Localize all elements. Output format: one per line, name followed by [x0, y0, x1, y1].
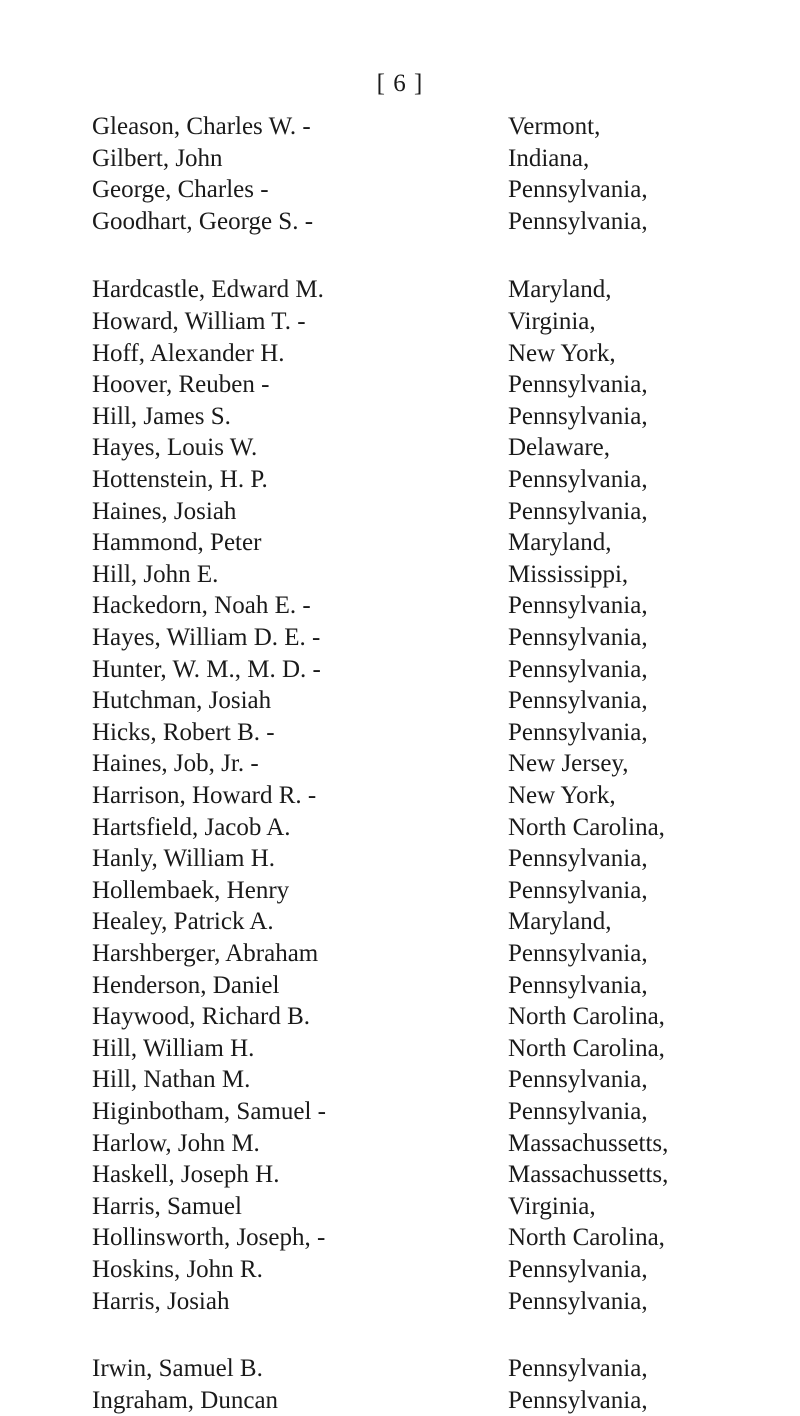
- list-item: [92, 1223, 792, 1253]
- list-item: [92, 307, 792, 337]
- page-number: [ 6 ]: [376, 70, 424, 97]
- state-name: Pennsylvania,: [508, 971, 648, 999]
- state-name: Pennsylvania,: [508, 176, 648, 204]
- person-name: George, Charles -: [92, 176, 269, 204]
- state-name: Pennsylvania,: [508, 718, 648, 746]
- state-name: Pennsylvania,: [508, 466, 648, 493]
- person-name: Haines, Josiah: [92, 497, 237, 525]
- state-name: Delaware,: [508, 434, 611, 462]
- state-name: Virginia,: [508, 308, 596, 335]
- state-name: New York,: [508, 782, 616, 809]
- list-item: [92, 1354, 792, 1384]
- person-name: Hunter, W. M., M. D. -: [92, 655, 321, 683]
- person-name: Ingraham, Duncan: [92, 1386, 279, 1414]
- list-item: [92, 207, 792, 237]
- state-name: North Carolina,: [508, 1003, 665, 1031]
- list-item: [92, 433, 792, 463]
- list-item: [92, 112, 792, 142]
- person-name: Gleason, Charles W. -: [92, 113, 311, 140]
- list-item: [92, 497, 792, 527]
- list-item: [92, 876, 792, 906]
- state-name: New Jersey,: [508, 750, 629, 778]
- person-name: Hammond, Peter: [92, 529, 262, 557]
- state-name: Pennsylvania,: [508, 845, 648, 873]
- list-item: [92, 1160, 792, 1190]
- state-name: Maryland,: [508, 276, 612, 304]
- person-name: Harshberger, Abraham: [92, 940, 319, 967]
- list-item: [92, 1287, 792, 1317]
- list-item: [92, 175, 792, 205]
- list-item: [92, 813, 792, 843]
- list-item: [92, 1065, 792, 1095]
- person-name: Gilbert, John: [92, 144, 223, 172]
- state-name: Maryland,: [508, 529, 612, 557]
- person-name: Higinbotham, Samuel -: [92, 1098, 326, 1125]
- state-name: Pennsylvania,: [508, 1256, 648, 1283]
- state-name: North Carolina,: [508, 813, 665, 841]
- list-item: [92, 1002, 792, 1032]
- state-name: Pennsylvania,: [508, 1287, 648, 1315]
- state-name: Pennsylvania,: [508, 876, 648, 904]
- person-name: Howard, William T. -: [92, 308, 306, 335]
- list-item: [92, 971, 792, 1001]
- person-name: Hanly, William H.: [92, 845, 275, 873]
- person-name: Hutchman, Josiah: [92, 687, 272, 715]
- person-name: Haines, Job, Jr. -: [92, 750, 259, 778]
- person-name: Hill, William H.: [92, 1034, 255, 1062]
- person-name: Healey, Patrick A.: [92, 908, 274, 936]
- list-item: [92, 275, 792, 305]
- list-item: [92, 749, 792, 779]
- person-name: Irwin, Samuel B.: [92, 1355, 263, 1383]
- state-name: Pennsylvania,: [508, 1066, 648, 1094]
- list-item: [92, 655, 792, 685]
- state-name: North Carolina,: [508, 1224, 665, 1252]
- person-name: Hartsfield, Jacob A.: [92, 813, 291, 841]
- state-name: Pennsylvania,: [508, 1386, 648, 1414]
- list-item: [92, 939, 792, 969]
- state-name: Pennsylvania,: [508, 592, 648, 620]
- person-name: Haywood, Richard B.: [92, 1003, 311, 1031]
- list-item: [92, 844, 792, 874]
- list-item: [92, 686, 792, 716]
- person-name: Harris, Samuel: [92, 1192, 242, 1220]
- person-name: Harlow, John M.: [92, 1129, 260, 1157]
- person-name: Hayes, Louis W.: [92, 434, 258, 462]
- person-name: Hill, James S.: [92, 402, 231, 430]
- list-item: [92, 781, 792, 811]
- state-name: Pennsylvania,: [508, 207, 648, 235]
- list-item: [92, 560, 792, 590]
- state-name: Massachussetts,: [508, 1129, 669, 1157]
- list-item: [92, 402, 792, 432]
- state-name: Mississippi,: [508, 560, 629, 588]
- person-name: Hoskins, John R.: [92, 1256, 263, 1283]
- list-item: [92, 144, 792, 174]
- person-name: Harrison, Howard R. -: [92, 782, 317, 809]
- person-name: Hayes, William D. E. -: [92, 624, 321, 651]
- state-name: North Carolina,: [508, 1034, 665, 1062]
- person-name: Hottenstein, H. P.: [92, 466, 268, 493]
- state-name: Pennsylvania,: [508, 1355, 648, 1383]
- state-name: Pennsylvania,: [508, 371, 648, 399]
- list-item: [92, 1129, 792, 1159]
- list-item: [92, 718, 792, 748]
- list-item: [92, 339, 792, 369]
- state-name: Maryland,: [508, 908, 612, 936]
- state-name: Virginia,: [508, 1192, 596, 1220]
- person-name: Haskell, Joseph H.: [92, 1161, 280, 1189]
- person-name: Henderson, Daniel: [92, 971, 280, 999]
- list-item: [92, 1386, 792, 1416]
- list-item: [92, 1192, 792, 1222]
- list-item: [92, 623, 792, 653]
- state-name: Pennsylvania,: [508, 655, 648, 683]
- state-name: Pennsylvania,: [508, 1098, 648, 1125]
- state-name: Pennsylvania,: [508, 687, 648, 715]
- person-name: Hicks, Robert B. -: [92, 718, 275, 746]
- state-name: Pennsylvania,: [508, 402, 648, 430]
- person-name: Hill, John E.: [92, 560, 219, 588]
- state-name: Pennsylvania,: [508, 624, 648, 651]
- person-name: Goodhart, George S. -: [92, 207, 314, 235]
- person-name: Hollembaek, Henry: [92, 876, 290, 904]
- state-name: Vermont,: [508, 113, 601, 140]
- person-name: Hackedorn, Noah E. -: [92, 592, 311, 620]
- person-name: Harris, Josiah: [92, 1287, 230, 1315]
- person-name: Hoover, Reuben -: [92, 371, 270, 399]
- list-item: [92, 907, 792, 937]
- list-item: [92, 1034, 792, 1064]
- list-item: [92, 1255, 792, 1285]
- state-name: Pennsylvania,: [508, 497, 648, 525]
- state-name: Massachussetts,: [508, 1161, 669, 1189]
- list-item: [92, 465, 792, 495]
- person-name: Hill, Nathan M.: [92, 1066, 251, 1094]
- person-name: Hollinsworth, Joseph, -: [92, 1224, 326, 1252]
- list-item: [92, 591, 792, 621]
- list-item: [92, 1097, 792, 1127]
- person-name: Hardcastle, Edward M.: [92, 276, 324, 304]
- list-item: [92, 528, 792, 558]
- person-name: Hoff, Alexander H.: [92, 339, 285, 367]
- state-name: New York,: [508, 339, 616, 367]
- list-item: [92, 370, 792, 400]
- state-name: Pennsylvania,: [508, 940, 648, 967]
- state-name: Indiana,: [508, 144, 590, 172]
